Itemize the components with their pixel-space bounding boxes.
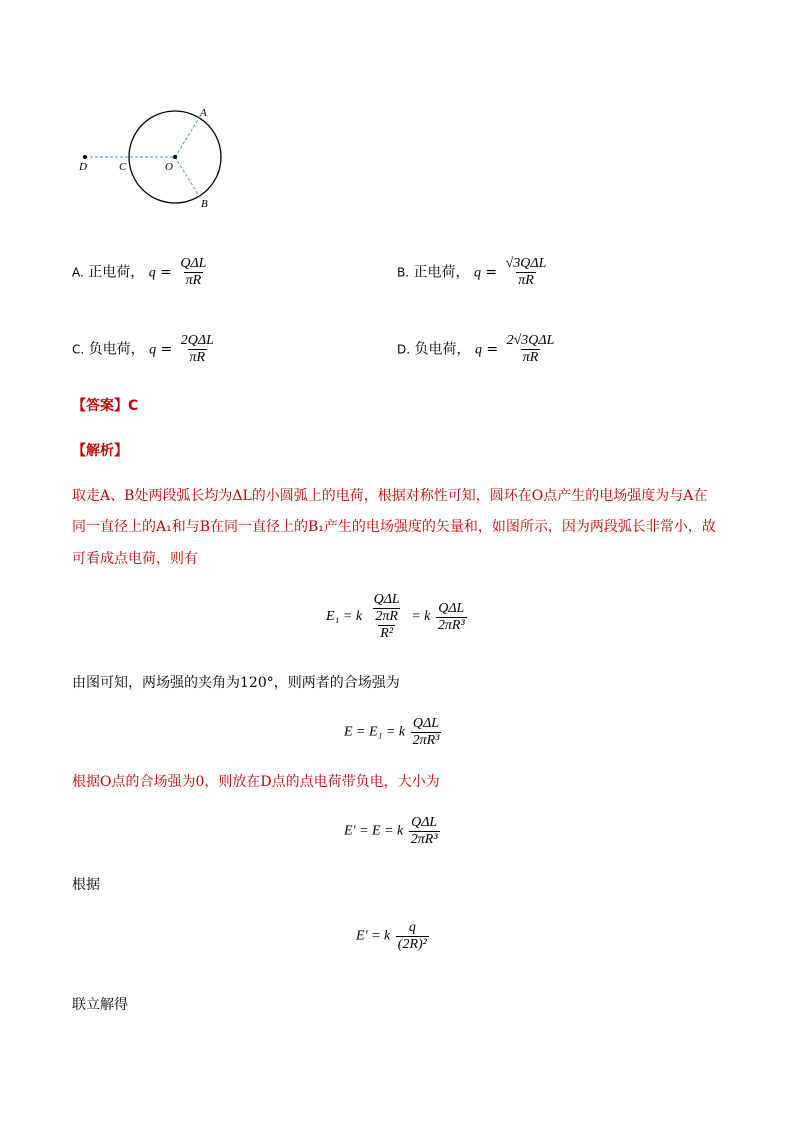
option-b: B. 正电荷， q = $\frac{\text{√3QΔL}}{\pi R}$ bbox=[397, 256, 547, 288]
option-c-fraction: $\frac{\text{2QΔL}}{\pi R}$ bbox=[180, 333, 214, 365]
eq1-right-fraction: $\frac{\text{QΔL}}{\text{2πR³}}$ bbox=[437, 600, 465, 633]
option-d: D. 负电荷， q = $\frac{\text{2√3QΔL}}{\pi R}$ bbox=[397, 333, 555, 365]
circle-diagram bbox=[70, 100, 240, 215]
analysis-p5: 联立解得 bbox=[72, 997, 128, 1013]
answer-line: 【答案】C bbox=[72, 398, 139, 414]
analysis-p2: 由图可知，两场强的夹角为120°，则两者的合场强为 bbox=[72, 675, 400, 691]
equation-4: E′ = k $\frac{q}{\text{(2R)²}}$ bbox=[356, 920, 427, 952]
analysis-p1-line2: 同一直径上的A₁和与B在同一直径上的B₁产生的电场强度的矢量和，如图所示，因为两段弧长非常小，故 bbox=[72, 519, 716, 535]
analysis-p1-line3: 可看成点电荷，则有 bbox=[72, 551, 198, 567]
analysis-p4: 根据 bbox=[72, 877, 100, 893]
option-a: A. 正电荷， q = $\frac{\text{QΔL}}{\pi R}$ bbox=[72, 256, 207, 288]
equation-2: E = E₁ = k $\frac{\text{QΔL}}{\text{2πR³}}$ bbox=[344, 716, 440, 748]
analysis-p3: 根据O点的合场强为0，则放在D点的点电荷带负电，大小为 bbox=[72, 774, 440, 790]
equation-1: E₁ = k $\frac{\frac{\text{QΔL}}{2\pi R}}{\text{R²}}$ = k $\frac{\text{QΔL}}{\text{2πR³}}$ bbox=[326, 592, 465, 641]
point-d bbox=[83, 155, 87, 159]
equation-3: E′ = E = k $\frac{\text{QΔL}}{\text{2πR³}}$ bbox=[344, 815, 438, 847]
eq1-big-fraction: $\frac{\frac{\text{QΔL}}{2\pi R}}{\text{R²}}$ bbox=[373, 592, 400, 641]
option-d-fraction: $\frac{\text{2√3QΔL}}{\pi R}$ bbox=[506, 333, 555, 365]
label-c: C bbox=[119, 161, 127, 173]
dashed-line-oa bbox=[175, 115, 201, 157]
option-b-fraction: $\frac{\text{√3QΔL}}{\pi R}$ bbox=[505, 256, 547, 288]
label-b: B bbox=[201, 198, 208, 210]
analysis-label: 【解析】 bbox=[72, 443, 128, 459]
option-c: C. 负电荷， q = $\frac{\text{2QΔL}}{\pi R}$ bbox=[72, 333, 214, 365]
eq3-fraction: $\frac{\text{QΔL}}{\text{2πR³}}$ bbox=[410, 815, 438, 847]
analysis-p1-line1: 取走A、B处两段弧长均为ΔL的小圆弧上的电荷，根据对称性可知，圆环在O点产生的电场强度为与A在 bbox=[72, 488, 708, 504]
eq2-fraction: $\frac{\text{QΔL}}{\text{2πR³}}$ bbox=[412, 716, 440, 748]
label-o: O bbox=[165, 161, 173, 173]
option-a-fraction: $\frac{\text{QΔL}}{\pi R}$ bbox=[180, 256, 207, 288]
eq4-fraction: $\frac{q}{\text{(2R)²}}$ bbox=[397, 920, 427, 952]
label-a: A bbox=[200, 107, 207, 119]
label-d: D bbox=[79, 161, 87, 173]
point-o bbox=[173, 155, 177, 159]
dashed-line-ob bbox=[175, 157, 201, 199]
